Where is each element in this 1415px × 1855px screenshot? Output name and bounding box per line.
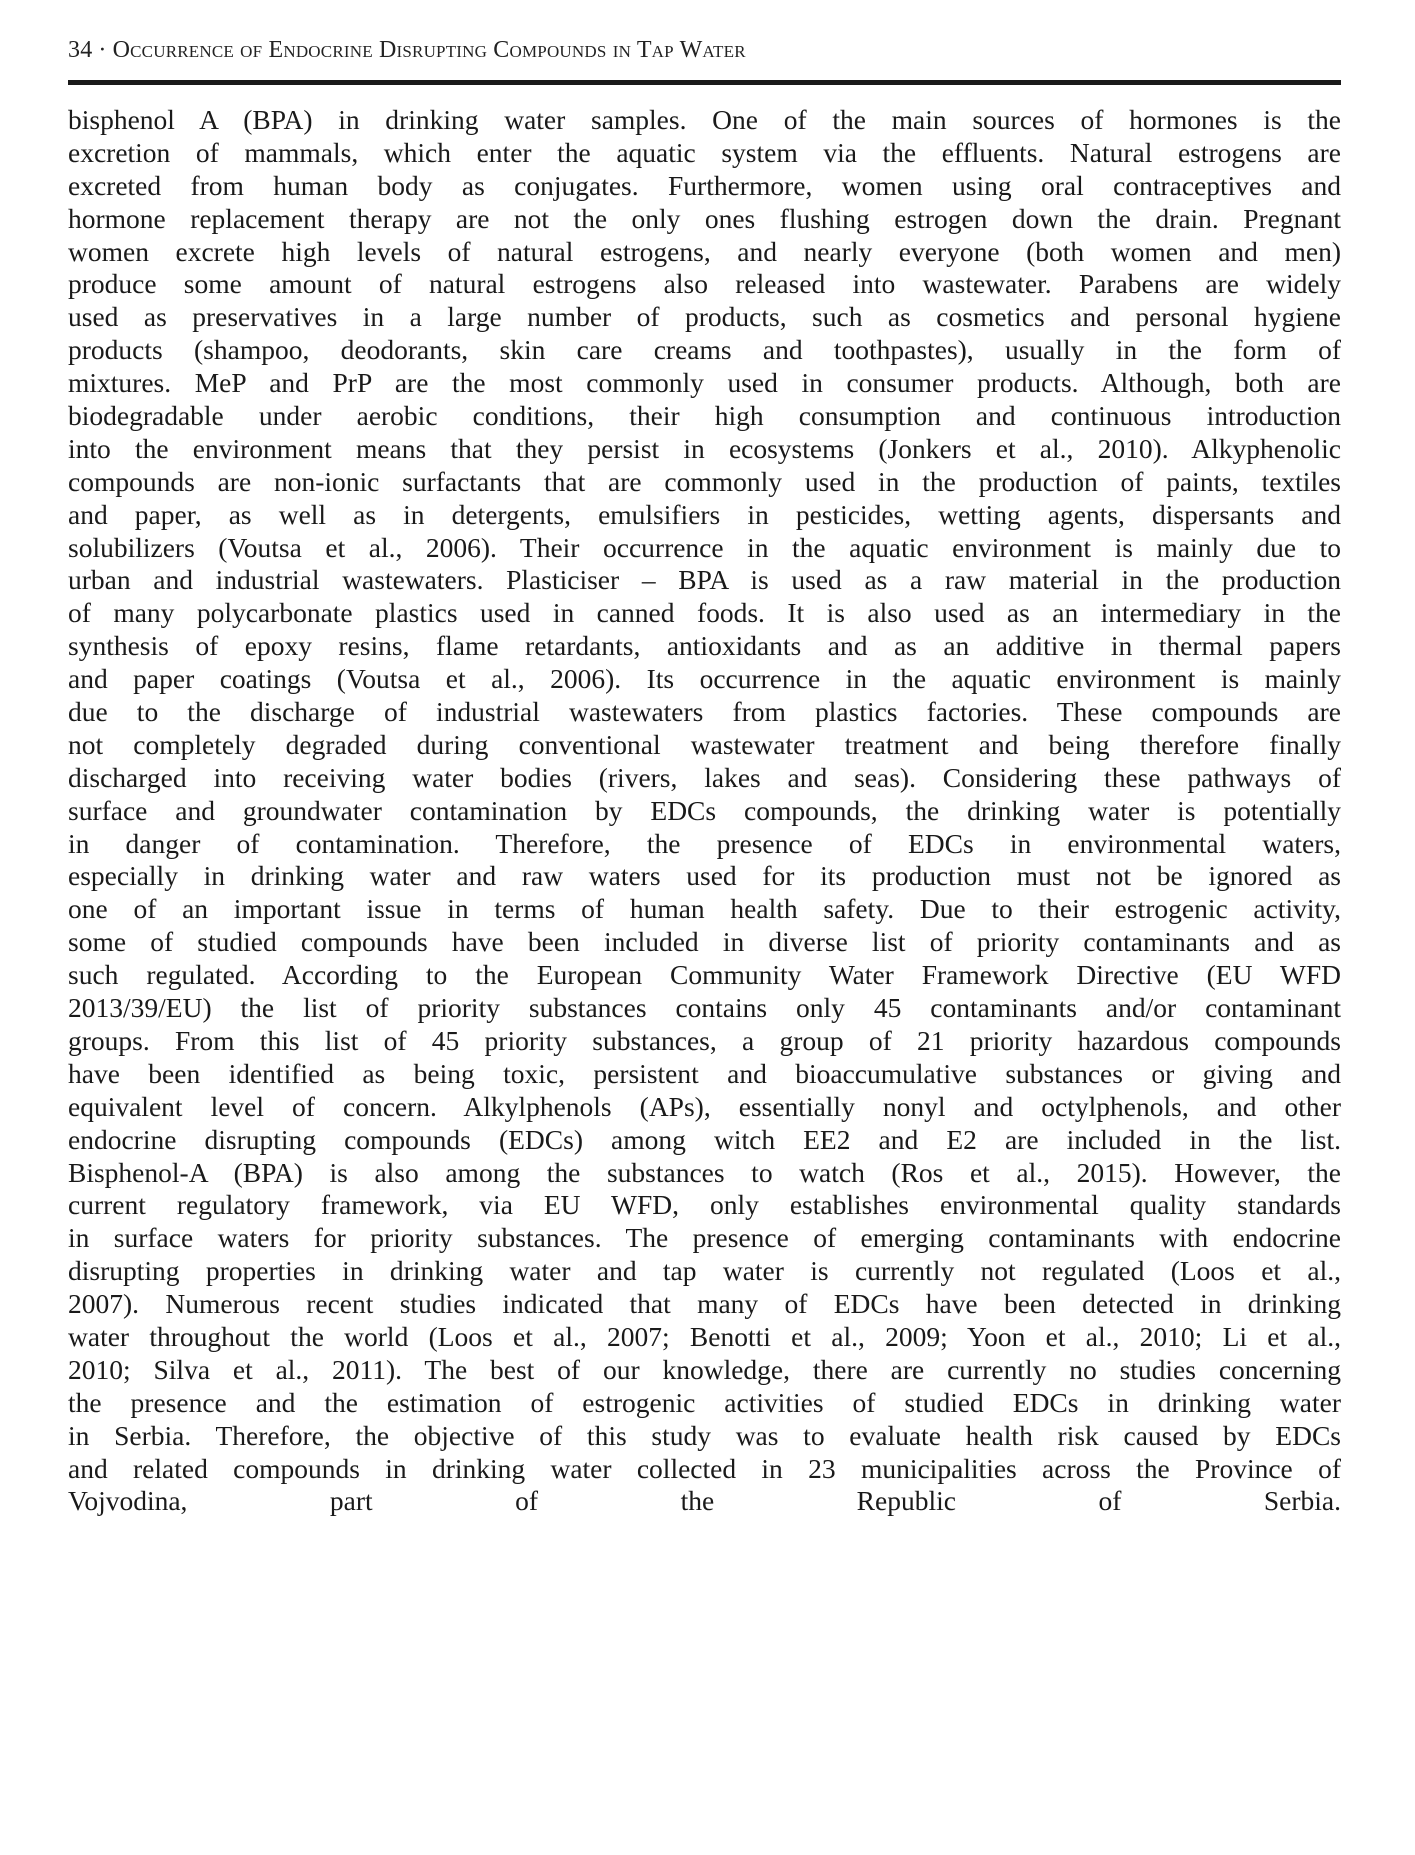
text-line: compounds are non-ionic surfactants that are commonly used in the production of paints, textiles (68, 465, 1341, 497)
text-line: and related compounds in drinking water collected in 23 municipalities across the Province of (68, 1452, 1341, 1484)
text-line: surface and groundwater contamination by EDCs compounds, the drinking water is potentially (68, 794, 1341, 826)
text-line: 2013/39/EU) the list of priority substances contains only 45 contaminants and/or contaminant (68, 992, 1341, 1024)
text-line: especially in drinking water and raw waters used for its production must not be ignored as (68, 860, 1341, 892)
text-line: bisphenol A (BPA) in drinking water samples. One of the main sources of hormones is the (68, 104, 1341, 135)
text-line: produce some amount of natural estrogens also released into wastewater. Parabens are widely (68, 268, 1341, 300)
text-line: the presence and the estimation of estrogenic activities of studied EDCs in drinking water (68, 1386, 1341, 1418)
text-line: endocrine disrupting compounds (EDCs) among witch EE2 and E2 are included in the list. (68, 1123, 1341, 1155)
header-separator: · (98, 37, 107, 63)
text-line: due to the discharge of industrial wastewaters from plastics factories. These compounds are (68, 696, 1341, 728)
text-line: synthesis of epoxy resins, flame retardants, antioxidants and as an additive in thermal papers (68, 630, 1341, 662)
text-line: groups. From this list of 45 priority substances, a group of 21 priority hazardous compounds (68, 1024, 1341, 1056)
text-line: of many polycarbonate plastics used in canned foods. It is also used as an intermediary in the (68, 597, 1341, 629)
text-line: women excrete high levels of natural estrogens, and nearly everyone (both women and men) (68, 235, 1341, 267)
text-line-last (68, 1518, 1341, 1551)
text-line: excreted from human body as conjugates. Furthermore, women using oral contraceptives and (68, 169, 1341, 201)
text-line: in surface waters for priority substances. The presence of emerging contaminants with endocrine (68, 1222, 1341, 1254)
page-number: 34 (68, 37, 93, 63)
text-line: some of studied compounds have been included in diverse list of priority contaminants and as (68, 926, 1341, 958)
text-line: in danger of contamination. Therefore, the presence of EDCs in environmental waters, (68, 827, 1341, 859)
text-line: excretion of mammals, which enter the aquatic system via the effluents. Natural estrogens are (68, 136, 1341, 168)
text-line: in Serbia. Therefore, the objective of this study was to evaluate health risk caused by EDCs (68, 1419, 1341, 1451)
text-line: 2010; Silva et al., 2011). The best of our knowledge, there are currently no studies concerning (68, 1353, 1341, 1385)
text-line: current regulatory framework, via EU WFD, only establishes environmental quality standards (68, 1189, 1341, 1221)
text-line: used as preservatives in a large number of products, such as cosmetics and personal hygiene (68, 301, 1341, 333)
body-paragraph (68, 104, 1341, 1551)
text-line: and paper, as well as in detergents, emulsifiers in pesticides, wetting agents, dispersants and (68, 498, 1341, 530)
text-line: have been identified as being toxic, persistent and bioaccumulative substances or giving and (68, 1057, 1341, 1089)
text-line: into the environment means that they persist in ecosystems (Jonkers et al., 2010). Alkyphenolic (68, 432, 1341, 464)
text-line: and paper coatings (Voutsa et al., 2006). Its occurrence in the aquatic environment is mainly (68, 663, 1341, 695)
text-line: water throughout the world (Loos et al., 2007; Benotti et al., 2009; Yoon et al., 2010; Li et al., (68, 1320, 1341, 1352)
text-line: 2007). Numerous recent studies indicated that many of EDCs have been detected in drinking (68, 1288, 1341, 1320)
running-title: Occurrence of Endocrine Disrupting Compounds in Tap Water (112, 37, 746, 63)
text-line: Bisphenol-A (BPA) is also among the substances to watch (Ros et al., 2015). However, the (68, 1156, 1341, 1188)
text-line: solubilizers (Voutsa et al., 2006). Their occurrence in the aquatic environment is mainly due to (68, 531, 1341, 563)
text-line: disrupting properties in drinking water and tap water is currently not regulated (Loos et al., (68, 1255, 1341, 1287)
text-line: hormone replacement therapy are not the only ones flushing estrogen down the drain. Pregnant (68, 202, 1341, 234)
text-line: such regulated. According to the European Community Water Framework Directive (EU WFD (68, 959, 1341, 991)
text-line: biodegradable under aerobic conditions, their high consumption and continuous introduction (68, 400, 1341, 432)
text-line: urban and industrial wastewaters. Plasticiser – BPA is used as a raw material in the production (68, 564, 1341, 596)
text-line: equivalent level of concern. Alkylphenols (APs), essentially nonyl and octylphenols, and other (68, 1090, 1341, 1122)
text-line: discharged into receiving water bodies (rivers, lakes and seas). Considering these pathways of (68, 761, 1341, 793)
text-line: not completely degraded during conventional wastewater treatment and being therefore finally (68, 728, 1341, 760)
text-line: mixtures. MeP and PrP are the most commonly used in consumer products. Although, both are (68, 367, 1341, 399)
text-line: one of an important issue in terms of human health safety. Due to their estrogenic activity, (68, 893, 1341, 925)
header-divider-rule (68, 80, 1341, 85)
text-line: products (shampoo, deodorants, skin care creams and toothpastes), usually in the form of (68, 334, 1341, 366)
text-line: Vojvodina, part of the Republic of Serbia. (68, 1485, 1341, 1517)
running-header (68, 36, 1341, 76)
